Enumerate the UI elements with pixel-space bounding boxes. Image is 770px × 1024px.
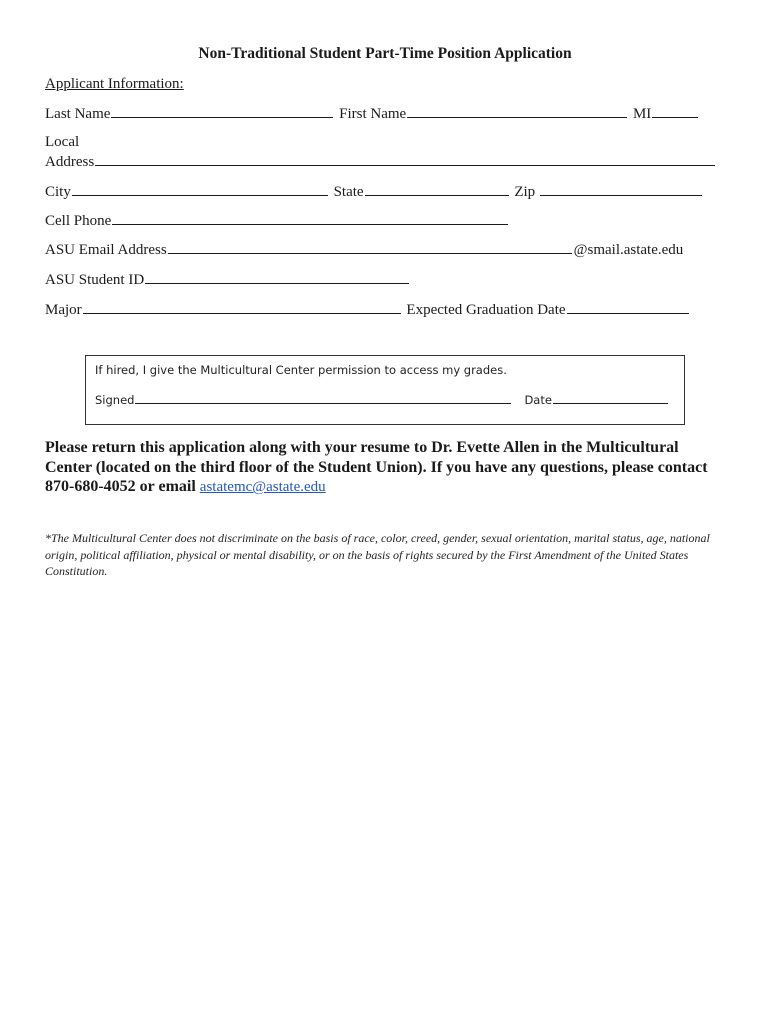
student-id-row: [45, 271, 411, 289]
student-id-label: ASU Student ID: [45, 272, 145, 288]
date-label: Date: [524, 393, 552, 407]
asu-email-field[interactable]: [168, 241, 572, 254]
city-field[interactable]: [72, 183, 328, 196]
address-row: [45, 153, 717, 171]
zip-label: Zip: [514, 184, 536, 200]
signed-label: Signed: [95, 393, 135, 407]
mi-field[interactable]: [652, 105, 698, 118]
return-instructions: [45, 438, 725, 498]
mi-label: MI: [632, 106, 652, 122]
state-field[interactable]: [365, 183, 509, 196]
consent-text: If hired, I give the Multicultural Center permission to access my grades.: [95, 363, 507, 377]
section-heading: Applicant Information:: [45, 76, 184, 92]
major-field[interactable]: [83, 301, 401, 314]
name-row: [45, 105, 700, 123]
disclaimer-text: *The Multicultural Center does not discriminate on the basis of race, color, creed, gender, sexual orientation, marital status, age, national origin, political affiliation, physical or mental disability, or on the basis of rights secured by the First Amendment of the United States Constitution.: [45, 531, 710, 578]
phone-row: [45, 212, 510, 230]
first-name-field[interactable]: [407, 105, 627, 118]
city-row: [45, 183, 704, 201]
grad-date-label: Expected Graduation Date: [406, 302, 566, 318]
signature-field[interactable]: [135, 392, 511, 404]
first-name-label: First Name: [339, 106, 407, 122]
local-label: Local: [45, 134, 80, 150]
consent-box: [85, 355, 685, 425]
zip-field[interactable]: [540, 183, 702, 196]
contact-email-link[interactable]: astatemc@astate.edu: [199, 479, 326, 495]
asu-email-label: ASU Email Address: [45, 242, 167, 258]
major-row: [45, 301, 691, 319]
address-label: Address: [45, 154, 95, 170]
date-field[interactable]: [553, 392, 668, 404]
email-row: [45, 241, 683, 259]
address-field[interactable]: [95, 153, 715, 166]
city-label: City: [45, 184, 71, 200]
cell-phone-field[interactable]: [112, 212, 508, 225]
major-label: Major: [45, 302, 82, 318]
cell-phone-label: Cell Phone: [45, 213, 112, 229]
grad-date-field[interactable]: [567, 301, 689, 314]
last-name-field[interactable]: [111, 105, 333, 118]
student-id-field[interactable]: [145, 271, 409, 284]
email-suffix: @smail.astate.edu: [573, 242, 684, 258]
signature-row: [95, 392, 670, 407]
last-name-label: Last Name: [45, 106, 111, 122]
return-text: Please return this application along with your resume to Dr. Evette Allen in the Multicultural Center (located on the third floor of the Student Union). If you have any questions, please contact 870-680-4052 or email: [45, 439, 708, 495]
state-label: State: [333, 184, 364, 200]
form-title: Non-Traditional Student Part-Time Position Application: [198, 45, 572, 62]
